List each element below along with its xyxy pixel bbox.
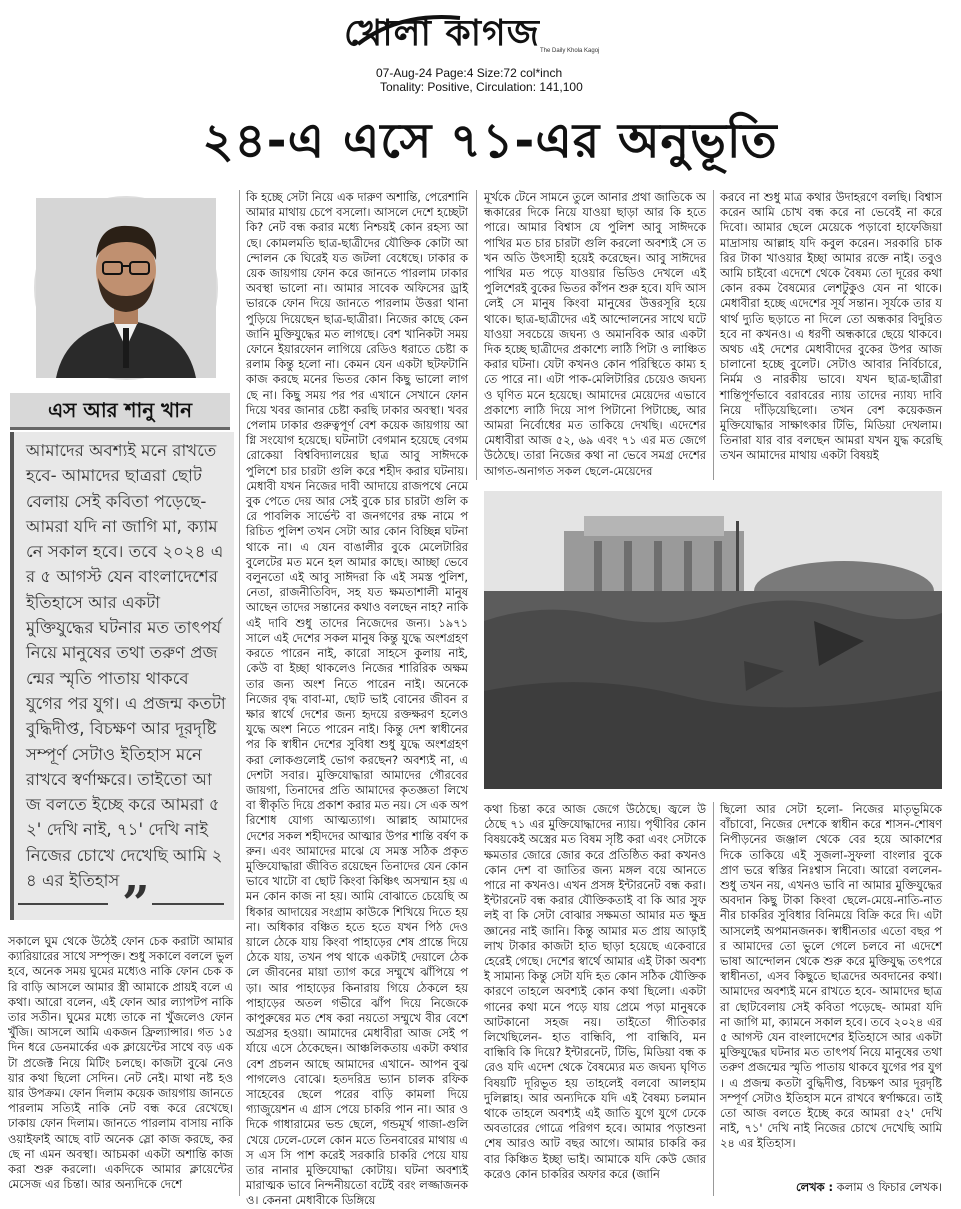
author-name: এস আর শানু খান xyxy=(47,398,193,422)
newspaper-logo xyxy=(340,4,630,56)
pull-quote-text: আমাদের অবশ্যই মনে রাখতে হবে- আমাদের ছাত্ররা ছোটবেলায় সেই কবিতা পড়েছে- আমরা যদি না জাগি মা, ক্যামনে সকাল হবে। তবে ২০২৪ এর ৫ আগস্ট যেন বাংলাদেশের ইতিহাসে আর একটা মুক্তিযুদ্ধের ঘটনার মত তাৎপর্য নিয়ে মানুষের তথা তরুণ প্রজন্মের স্মৃতি পাতায় থাকবে যুগের পর যুগ। এ প্রজন্ম কতটা বুদ্ধিদীপ্ত, বিচক্ষণ আর দূরদৃষ্টি সম্পূর্ণ সেটাও ইতিহাস মনে রাখবে স্বর্ণাক্ষরে। তাইতো আজ বলতে ইচ্ছে করে আমরা ৫২' দেখি নাই, ৭১' দেখি নাই নিজের চোখে দেখেছি আমি ২৪ এর ইতিহাস xyxy=(26,441,226,891)
article-column-5: কথা চিন্তা করে আজ জেগে উঠেছে। জ্বলে উঠেছে ৭১ এর মুক্তিযোদ্ধাদের ন্যায়। পৃথীবির কোন বিষয়কেই অস্ত্রের মত বিষম সৃষ্টি করা এবং সেটাকে ক্ষমতার জোরে জোর করে প্রতিষ্ঠিত করা কখনও কোন দেশ বা জাতির জন্য মঙ্গল বয়ে আনতে পারে না কখনও। এখন প্রসঙ্গ ইন্টারনেট বন্ধ করা। ইন্টারনেট বন্ধ করার যৌক্তিকতাই বা কি আর সুফলই বা কি সেটা বোঝার সক্ষমতা আমার মত ক্ষুদ্র জ্ঞানের নাই জানি। কিন্তু আমার মত প্রায় আড়াই লাখ টাকার কাজটা হাত ছাড়া হয়েছে একেবারে হেরেই গেছে। দেশের স্বার্থে আমার এই টাকা অবশ্যই সামান্য কিন্তু সেটা যদি হত কোন সঠিক যৌক্তিক কারণে তাহলে অবশ্যই কোন কথা ছিলো। একটা গানের কথা মনে পড়ে যায় প্রেমে পড়া মানুষকে আটকানো সহজ নয়। তাইতো গীতিকার লিখেছিলেন- হাত বান্ধিবি, পা বান্ধিবি, মন বান্ধিবি কি দিয়ে? ইন্টারনেট, টিভি, মিডিয়া বন্ধ করেও যদি এদেশ থেকে বৈষম্যের মত জঘন্য ঘৃণিত বিষয়টি দূরিভূত হয় তাহলেই বলবো আলহামদুলিল্লাহ। আর অন্যদিকে যদি এই বৈষম্য চলমান থাকে তাহলে অবশ্যই এই জাতি যুগে যুগে ঢেকে অবতারের গোত্রে পরিগণ হবে। আমার পড়াশুনা শেষ আরও আট বছর আগে। আমার চাকরি করবার কিঞ্চিত ইচ্ছা ভাই। আমাকে যদি কেউ জোর করেও কোন চাকরির অফার করে (জানি xyxy=(484,802,706,1181)
author-credit xyxy=(720,1180,942,1194)
clipping-meta-line: 07-Aug-24 Page:4 Size:72 col*inch xyxy=(376,66,563,80)
article-column-4: করবে না শুধু মাত্র কথার উদাহরণে বলছি। বিশ্বাস করেন আমি চোখ বন্ধ করে না ভেবেই না করে দিবো। আমার ছেলে মেয়েকে পড়াবো হাফেজিয়া মাদ্রাসায় আল্লাহ যদি কবুল করেন। সরকারি চাকরির টাকা খাওয়ার ইচ্ছা আমার রক্তে নাই। তবুও আমি চাইবো এদেশে থেকে বৈষম্য তো দূরের কথা কোন রকম বৈষম্যের লেশটুকুও যেন না থাকে। মেধাবীরা হচ্ছে এদেশের সূর্য সন্তান। সূর্যকে তার যথার্থ দ্যুতি ছড়াতে না দিলে তো অন্ধকার বিদুরিত হবে না কখনও। এ ধরণী অন্ধকারে ছেয়ে থাকবে। অথচ এই দেশের মেধাবীদের বুকের উপর আজ চালানো হচ্ছে বুলেট। সেটাও আবার নির্বিচারে, নির্মম ও নারকীয় ভাবে। যখন ছাত্র-ছাত্রীরা শান্তিপূর্ণভাবে বরাবরের ন্যায় তাদের ন্যায্য দাবি নিয়ে দাঁড়িয়েছিলো। তখন বেশ কয়েকজন মুক্তিযোদ্ধার সাক্ষাৎকার টিভি, মিডিয়া দেখলাম। তিনারা যার বার বলছেন আমরা যখন যুদ্ধ করেছি তখন আমাদের মাথায় একটা বিষয়ই xyxy=(720,190,942,463)
article-column-3: মূর্খকে টেনে সামনে তুলে আনার প্রথা জাতিকে অন্ধকারের দিকে নিয়ে যাওয়া ছাড়া আর কি হতে পারে। আমার বিশ্বাস যে পুলিশ আবু সাঈদকে পাখির মত চার চারটা গুলি করলো অবশ্যই সে তখন অতি উৎসাহী হয়েই করেছেন। আবু সাঈদের পাখির মত পড়ে যাওয়ার ভিডিও দেখলে এই পুলিশেরই বুকের ভিতর কাঁপন শুরু হবে। যদি আসলেই সে মানুষ কিংবা মানুষের উত্তরসূরি হয়ে থাকে। ছাত্র-ছাত্রীদের এই আন্দোলনের সাথে ঘটে যাওয়া সবচেয়ে জঘন্য ও অমানবিক আর একটা দিক হচ্ছে ছাত্রীদের প্রকাশ্যে লাঠি পিটা ও লাঞ্চিত করার ঘটনা। যেটা কখনও কোন পরিস্থিতে কাম্য হতে পারে না। এটা পাক-মেলিটারির চেয়েও জঘন্য ও ঘৃণিত মনে হয়েছে। আমাদের মেয়েদের এভাবে প্রকাশ্যে লাঠি দিয়ে সাপ পিটানো পিটাচ্ছে, আর আমরা নির্বোধের মত তাকিয়ে দেখছি। এদেশের মেধাবীরা আজ ৫২, ৬৯ এবং ৭১ এর মত জেগে উঠেছে। তারা নিজের কথা না ভেবে সমগ্র দেশের আগত-অনাগত সকল ছেলে-মেয়েদের xyxy=(484,190,706,478)
quote-divider-right xyxy=(152,903,224,905)
column-divider xyxy=(713,190,714,480)
article-column-1: সকালে ঘুম থেকে উঠেই ফোন চেক করাটা আমার ক্যারিয়ারের সাথে সম্পৃক্ত। শুধু সকালে বললে ভুল হবে, অনেক সময় ঘুমের মধ্যেও নাকি ফোন চেক করি বাড়ি আসলে আমার স্ত্রী আমাকে প্রায়ই বলে এ কথা। আরো বলেন, এই ফোন আর ল্যাপটপ নাকি তার সতীন। ঘুমের মধ্যে তাকে না খুঁজলেও ফোন খুঁজি। আসলে আমি একজন ফ্রিল্যান্সার। গত ১৫ দিন ধরে ডেনমার্কের এক ক্লায়েন্টের সাথে বড় একটা প্রজেক্ট নিয়ে মিটিং চলছে। কাজটা বুঝে নেওয়ার কথা ছিলো সেদিন। নেট নেই। মাথা নষ্ট হওয়ার উপক্রম। ফোন দিলাম কয়েক জায়গায় জানতে পারলাম সত্যিই নাকি নেট বন্ধ করে রেখেছে। ঢাকায় ফোন দিলাম। জানতে পারলাম বাসায় নাকি ওয়াইফাই আছে বাট অনেক স্লো কাজ করছে, করছে না এমন অবস্থা। আচমকা একটা অশান্তি কাজ করা শুরু করলো। একদিকে আমার ক্লায়েন্টের মেসেজ এর চিন্তা। আর অন্যদিকে দেশে xyxy=(8,934,233,1192)
pull-quote-box xyxy=(10,432,234,932)
protest-photo xyxy=(484,491,942,789)
protest-crowd-image xyxy=(484,491,942,789)
article-column-2: কি হচ্ছে সেটা নিয়ে এক দারুণ অশান্তি, পেরেশানি আমার মাথায় চেপে বসলো। আসলে দেশে হচ্ছেটা কি? নেট বন্ধ করার মধ্যে নিশ্চয়ই কোন রহস্য আছে। কোমলমতি ছাত্র-ছাত্রীদের যৌক্তিক কোটা আন্দোলন কে ঘিরেই যত জটলা বেধেছে। ঢাকার কয়েক জায়গায় ফোন করে জানতে পারলাম ঢাকার অবস্থা ভালো না। আমার সাবেক অফিসের ড্রাইভারকে ফোন দিয়ে জানতে পারলাম উত্তরা থানা পুড়িয়ে দিয়েছেন ছাত্র-ছাত্রীরা। নিজের কাছে কেন জানি মুক্তিযুদ্ধের মত লাগছে। বেশ খানিকটা সময় ফোনে ইয়ারফোন লাগিয়ে রেডিও ধরাতে চেষ্টা করলাম কিন্তু হলো না। কেমন যেন একটা ছটফটানি কাজ করছে মনের ভিতর কোন কিছু ভালো লাগছে না। কিছু সময় পর পর এখানে সেখানে ফোন দিয়ে খবর জানার চেষ্টা করছি ঢাকার অবস্থা। খবর পেলাম ঢাকার গুরুত্বপূর্ণ বেশ কয়েক জায়গায় আগ্নি সংযোগ হয়েছে। ঘটনাটা বেগমান হয়েছে বেগম রোকেয়া বিশ্ববিদ্যালয়ের ছাত্র আবু সাঈদকে পুলিশে চার চারটা গুলি করে শহীদ করার ঘটনায়। মেধাবী যখন নিজের দাবী আদায়ে রাজপথে নেমে বুক পেতে দেয় আর সেই বুকে চার চারটা গুলি করে পাবলিক সার্ভেন্ট বা জনগণের রক্ষ নামে পরিচিত পুলিশ তখন সেটা আর কোন বিচ্ছিন্ন ঘটনা থাকে না। এ যেন বাঙালীর বুকে মেলেটারির বুলেটের মত মনে হল আমার কাছে। আচ্ছা ভেবে বলুনতো এই আবু সাঈদরা কি এই সমস্ত পুলিশ, নেতা, রাজনীতিবিদ, সহ যত ক্ষমতাশালী মানুষ আছেন তাদের সন্তানের কথাও বলছেন নাহ? নাকি এই দাবি শুধু তাদের নিজেদের জন্য। ১৯৭১ সালে এই দেশের সকল মানুষ কিন্তু যুদ্ধে অংশগ্রহণ করতে পারেন নাই, কারো সাহসে কুলায় নাই, কেউ বা ইচ্ছা থাকলেও নিজের শারিরিক অক্ষমতার জন্য অংশ নিতে পারেন নাই। অনেকে নিজের বৃদ্ধ বাবা-মা, ছোট ভাই বোনের জীবন রক্ষার স্বার্থে দেশের জন্য হৃদয়ে রক্তক্ষরণ হলেও যুদ্ধে অংশ নিতে পারেন নাই। কিন্তু দেশ স্বাধীনের পর কি স্বাধীন দেশের সুবিধা শুধু যুদ্ধে অংশগ্রহণ করা লোকগুলোই ভোগ করছেন? অবশ্যই না, এ দেশটা সবার। মুক্তিযোদ্ধারা আমাদের গৌরবের জায়গা, তিনাদের প্রতি আমাদের কৃতজ্ঞতা লিখে বা স্বীকৃতি দিয়ে প্রকাশ করার মত নয়। সে এক অপরিশোধ যোগ্য আত্মত্যাগ। আল্লাহ আমাদের দেশের সকল শহীদদের আত্মার উপর শান্তি বর্ষণ করুন। এবং আমাদের মাঝে যে সমস্ত সঠিক প্রকৃত মুক্তিযোদ্ধারা জীবিত রয়েছেন তিনাদের যেন কোন ভাবে খাটো বা ছোট কিংবা কিঞ্চিৎ অসম্মান হয় এমন কোন কাজ না হয়। আমি বোঝাতে চেয়েছি অধিকার আদায়ের সংগ্রাম কাউকে শিখিয়ে দিতে হয় না। অধিকার বঞ্চিত হতে হতে যখন পিঠ দেওয়ালে ঠেকে যায় কিংবা পাহাড়ের শেষ প্রান্তে দিয়ে ঠেকে যায়, তখন পথ থাকে একটাই দেয়ালে ঠেকলে জীবনের মায়া ত্যাগ করে সম্মুখে ঝাঁপিয়ে পড়া। আর পাহাড়ের কিনারায় গিয়ে ঠেকলে হয় পাহাড়ের অতল গভীরে ঝাঁপ দিয়ে নিজেকে কাপুরুষের মত শেষ করা নয়তো সম্মুখে বীর বেশে অগ্রসর হওয়া। আমাদের মেধাবীরা আজ সেই পর্যায়ে এসে ঠেকেছেন। আঞ্চলিকতায় একটা কথার বেশ প্রচলন আছে আমাদের এখানে- আপন বুঝ পাগলেও বোঝে। হতদরিদ্র ভ্যান চালক রফিক সাহেবের ছেলে পরের বাড়ি কামলা দিয়ে গ্যাজুয়েশন এ গ্রাস পেয়ে চাকরি পান না। আর ও দিকে গাধারামের ভন্ড ছেলে, গন্ডমূর্খ গাজা-গুলি খেয়ে ঢেলে-ঢেলে কোন মতে তিনবারের মাথায় এস এস সি পাশ করেই সরকারি চাকরি পেয়ে যায় তার নানার মুক্তিযোদ্ধা কোটায়। ঘটনা অবশ্যই মারাত্মক ভাবে নিন্দনীয়তো বটেই বরং লজ্জাজনকও। কেননা মেধাবীকে ডিঙ্গিয়ে xyxy=(246,190,468,1208)
author-photo xyxy=(34,196,218,380)
column-divider xyxy=(713,802,714,1196)
masthead xyxy=(0,0,961,95)
article-column-6: ছিলো আর সেটা হলো- নিজের মাতৃভূমিকে বাঁচাবো, নিজের দেশকে স্বাধীন করে শাসন-শোষণ নিপীড়নের জঞ্জাল থেকে বের হয়ে আকাশের দিকে তাকিয়ে এই সুজলা-সুফলা বাংলার বুকে প্রাণ ভরে স্বস্তির নিঃশ্বাস নিবো। আরো বললেন- শুধু তখন নয়, এখনও ভাবি না আমার মুক্তিযুদ্ধের অবদান কিছু টাকা কিংবা ছেলে-মেয়ে-নাতি-নাতনীর চাকরির সুবিধার বিনিময়ে বিক্রি করে দি। এটা আসলেই অপমানজনক। স্বাধীনতার এতো বছর পর আমাদের তো ভুলে গেলে চলবে না এদেশে ভাষা আন্দোলন থেকে শুরু করে মুক্তিযুদ্ধ তৎপরে স্বাধীনতা, এসব কিছুতে ছাত্রদের অবদানের কথা। আমাদের অবশ্যই মনে রাখতে হবে- আমাদের ছাত্ররা ছোটবেলায় সেই কবিতা পড়েছে- আমরা যদি না জাগি মা, ক্যামনে সকাল হবে। তবে ২০২৪ এর ৫ আগস্ট যেন বাংলাদেশের ইতিহাসে আর একটা মুক্তিযুদ্ধের ঘটনার মত তাৎপর্য নিয়ে মানুষের তথা তরুণ প্রজন্মের স্মৃতি পাতায় থাকবে যুগের পর যুগ। এ প্রজন্ম কতটা বুদ্ধিদীপ্ত, বিচক্ষণ আর দূরদৃষ্টি সম্পূর্ণ সেটাও ইতিহাস মনে রাখবে স্বর্ণাক্ষরে। তাইতো আজ বলতে ইচ্ছে করে আমরা ৫২' দেখি নাই, ৭১' দেখি নাই নিজের চোখে দেখেছি আমি ২৪ এর ইতিহাস। xyxy=(720,802,942,1151)
author-name-bar xyxy=(10,393,230,430)
author-portrait-icon xyxy=(36,198,216,378)
column-divider xyxy=(239,190,240,1196)
quote-mark-icon: ” xyxy=(122,876,150,932)
credit-label: লেখক : xyxy=(796,1180,834,1194)
column-divider xyxy=(476,190,477,480)
logo-text: খোলা কাগজ xyxy=(344,12,540,54)
credit-text: কলাম ও ফিচার লেখক। xyxy=(836,1180,942,1194)
quote-divider-left xyxy=(18,903,108,905)
article-headline: ২৪-এ এসে ৭১-এর অনুভূতি xyxy=(202,113,778,169)
logo-subtitle: The Daily Khola Kagoj xyxy=(540,48,600,54)
clipping-tonality-line: Tonality: Positive, Circulation: 141,100 xyxy=(380,80,583,94)
